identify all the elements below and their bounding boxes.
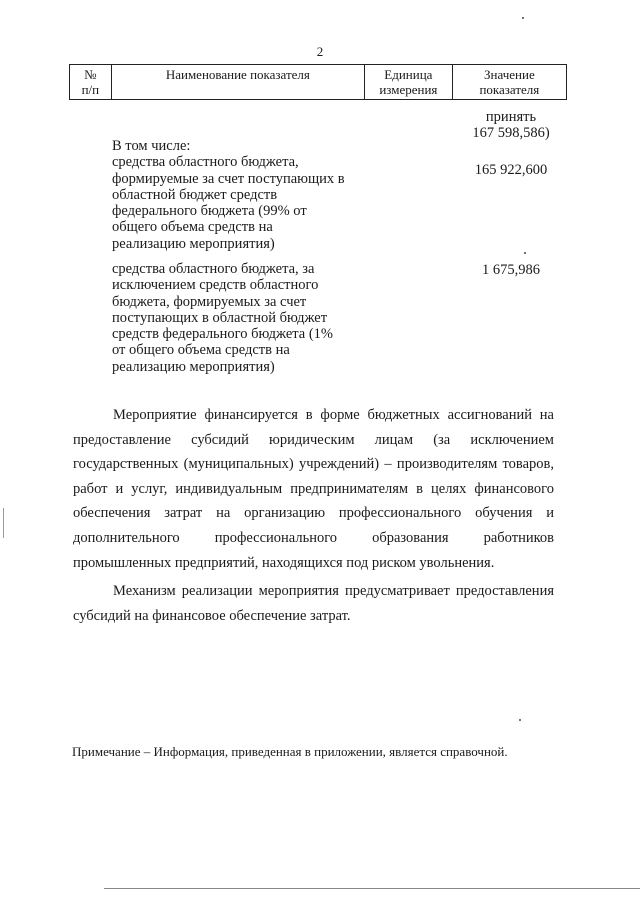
row-regional-share-label: средства областного бюджета, за исключением средств областного бюджета, формируемых за счет поступающих в областной бюджет средств федерального бюджета (1% от общего объема средств на реализацию мероприятия) <box>112 261 333 375</box>
header-value: Значение показателя <box>452 65 566 100</box>
header-indicator-name: Наименование показателя <box>111 65 364 100</box>
value-continuation: принять 167 598,586) <box>472 109 550 142</box>
header-unit: Единица измерения <box>365 65 453 100</box>
table-header-row <box>70 65 567 100</box>
footnote: Примечание – Информация, приведенная в приложении, является справочной. <box>72 744 508 759</box>
scan-edge-mark <box>3 508 4 538</box>
page-bottom-rule <box>104 888 640 889</box>
row-regional-share-value: 1 675,986 <box>482 262 540 278</box>
financing-paragraph: Мероприятие финансируется в форме бюджетных ассигнований на предоставление субсидий юридическим лицам (за исключением государственных (муниципальных) учреждений) – производителям товаров, работ и услуг, индивидуальным предпринимателям в целях финансового обеспечения затрат на организацию профессионального обучения и дополнительного профессионального образования работников промышленных предприятий, находящихся под риском увольнения. <box>73 407 554 571</box>
header-number: № п/п <box>70 65 112 100</box>
row-federal-share-value: 165 922,600 <box>474 162 548 178</box>
indicator-table-header <box>69 64 567 100</box>
page-number: 2 <box>316 44 324 59</box>
row-federal-share-label: В том числе: средства областного бюджета, формируемые за счет поступающих в областной бюджет средств федерального бюджета (99% от общего объема средств на реализацию мероприятия) <box>112 138 345 252</box>
scan-speck <box>524 252 526 254</box>
scan-speck <box>522 17 524 19</box>
mechanism-paragraph: Механизм реализации мероприятия предусматривает предоставления субсидий на финансовое обеспечение затрат. <box>73 583 554 624</box>
scan-speck <box>519 719 521 721</box>
